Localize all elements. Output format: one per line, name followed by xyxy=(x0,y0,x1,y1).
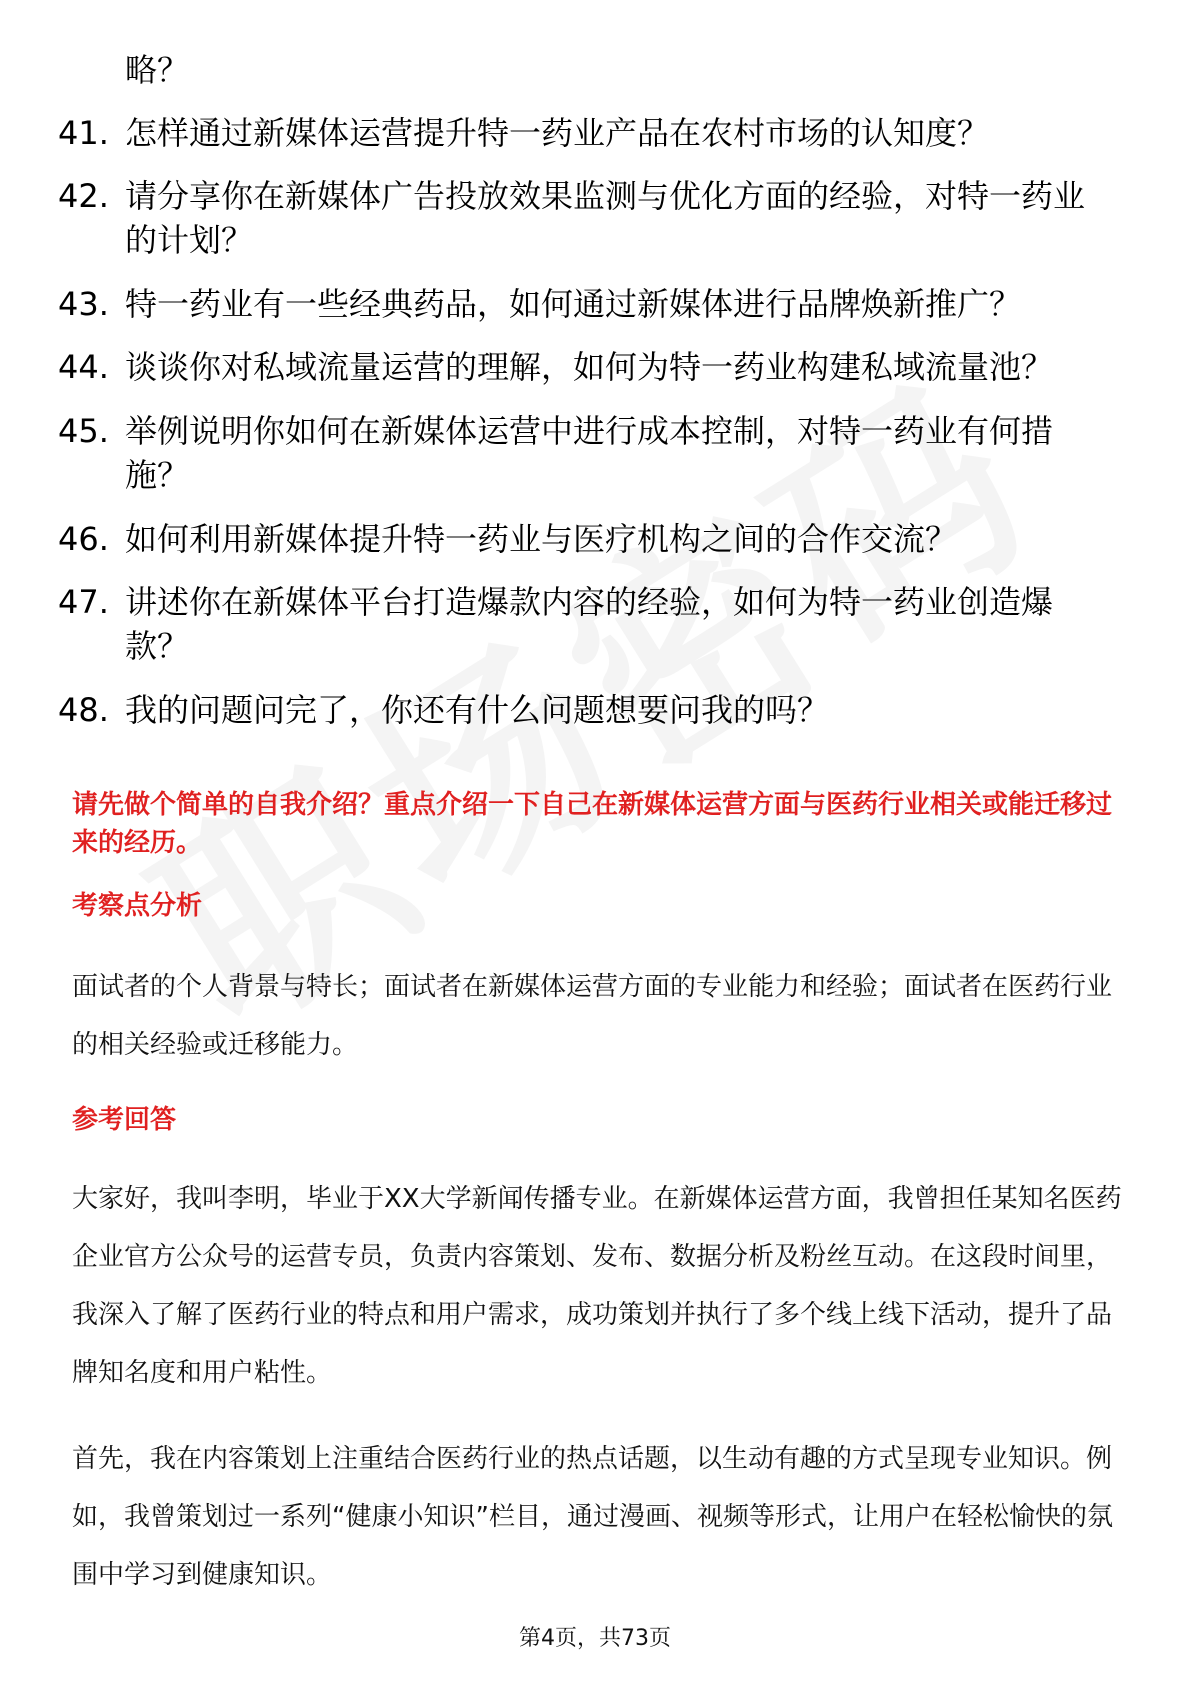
question-text: 怎样通过新媒体运营提升特一药业产品在农村市场的认知度？ xyxy=(125,114,990,152)
question-number: 45. xyxy=(58,412,109,450)
question-text: 谈谈你对私域流量运营的理解，如何为特一药业构建私域流量池？ xyxy=(125,348,1054,386)
question-text: 举例说明你如何在新媒体运营中进行成本控制，对特一药业有何措施？ xyxy=(125,412,1054,494)
question-list xyxy=(0,48,1190,732)
question-text: 如何利用新媒体提升特一药业与医疗机构之间的合作交流？ xyxy=(125,520,958,558)
answer-heading: 参考回答 xyxy=(72,1105,177,1135)
answer-paragraph: 大家好，我叫李明，毕业于XX大学新闻传播专业。在新媒体运营方面，我曾担任某知名医药企业官方公众号的运营专员，负责内容策划、发布、数据分析及粉丝互动。在这段时间里，我深入了解了医药行业的特点和用户需求，成功策划并执行了多个线上线下活动，提升了品牌知名度和用户粘性。 xyxy=(72,1184,1122,1388)
featured-question: 请先做个简单的自我介绍？重点介绍一下自己在新媒体运营方面与医药行业相关或能迁移过来的经历。 xyxy=(72,790,1113,858)
question-text: 讲述你在新媒体平台打造爆款内容的经验，如何为特一药业创造爆款？ xyxy=(125,583,1054,665)
page-number: 第4页，共73页 xyxy=(519,1626,671,1651)
question-text: 略？ xyxy=(125,51,190,89)
list-item xyxy=(0,345,1105,389)
list-item xyxy=(0,48,1105,92)
question-text: 我的问题问完了，你还有什么问题想要问我的吗？ xyxy=(125,691,830,729)
analysis-heading: 考察点分析 xyxy=(72,891,203,921)
question-number: 46. xyxy=(58,520,109,558)
question-number: 43. xyxy=(58,285,109,323)
list-item xyxy=(0,517,1105,561)
list-item xyxy=(0,580,1105,668)
list-item xyxy=(0,174,1105,262)
list-item xyxy=(0,409,1105,497)
question-number: 48. xyxy=(58,691,109,729)
list-item xyxy=(0,282,1105,326)
question-number: 42. xyxy=(58,177,109,215)
question-number: 41. xyxy=(58,114,109,152)
answer-paragraph: 首先，我在内容策划上注重结合医药行业的热点话题，以生动有趣的方式呈现专业知识。例如，我曾策划过一系列“健康小知识”栏目，通过漫画、视频等形式，让用户在轻松愉快的氛围中学习到健康知识。 xyxy=(72,1444,1113,1590)
question-number: 47. xyxy=(58,583,109,621)
question-number: 44. xyxy=(58,348,109,386)
question-text: 特一药业有一些经典药品，如何通过新媒体进行品牌焕新推广？ xyxy=(125,285,1022,323)
list-item xyxy=(0,688,1105,732)
analysis-text: 面试者的个人背景与特长；面试者在新媒体运营方面的专业能力和经验；面试者在医药行业的相关经验或迁移能力。 xyxy=(72,972,1113,1060)
question-text: 请分享你在新媒体广告投放效果监测与优化方面的经验，对特一药业的计划？ xyxy=(125,177,1086,259)
list-item xyxy=(0,111,1105,155)
